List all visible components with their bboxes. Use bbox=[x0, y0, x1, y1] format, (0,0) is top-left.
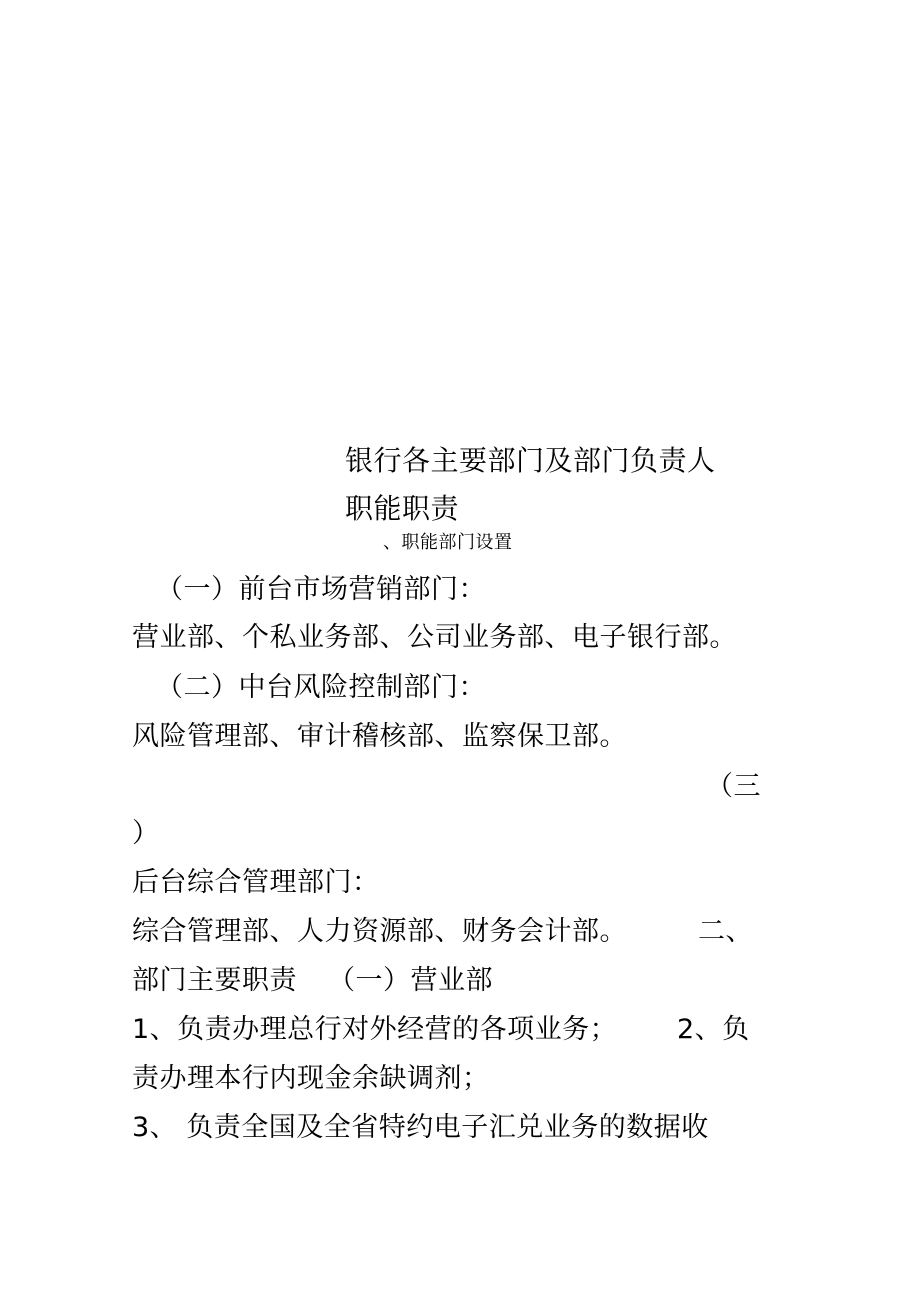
section2-heading: （二）中台风险控制部门： bbox=[156, 672, 486, 703]
document-subtitle: 、职能部门设置 bbox=[383, 532, 513, 553]
part2-subheading: （一）营业部 bbox=[328, 965, 493, 996]
document-title-line1: 银行各主要部门及部门负责人 bbox=[345, 444, 716, 477]
section3-body: 综合管理部、人力资源部、财务会计部。 bbox=[132, 916, 627, 947]
document-title-line2: 职能职责 bbox=[345, 492, 460, 525]
section1-heading: （一）前台市场营销部门： bbox=[156, 574, 486, 605]
section1-body: 营业部、个私业务部、公司业务部、电子银行部。 bbox=[132, 622, 737, 653]
section3-heading: 后台综合管理部门： bbox=[132, 867, 380, 898]
section3-close-paren: ） bbox=[132, 818, 160, 849]
section3-open-paren: （三 bbox=[706, 771, 761, 802]
part2-heading: 部门主要职责 bbox=[132, 965, 297, 996]
item-3: 3、 负责全国及全省特约电子汇兑业务的数据收 bbox=[132, 1112, 709, 1143]
item-1: 1、负责办理总行对外经营的各项业务； bbox=[132, 1014, 618, 1045]
item-2-continuation: 责办理本行内现金余缺调剂； bbox=[132, 1063, 490, 1094]
item-2-start: 2、负 bbox=[677, 1014, 750, 1045]
part2-marker: 二、 bbox=[698, 916, 753, 947]
section2-body: 风险管理部、审计稽核部、监察保卫部。 bbox=[132, 721, 627, 752]
